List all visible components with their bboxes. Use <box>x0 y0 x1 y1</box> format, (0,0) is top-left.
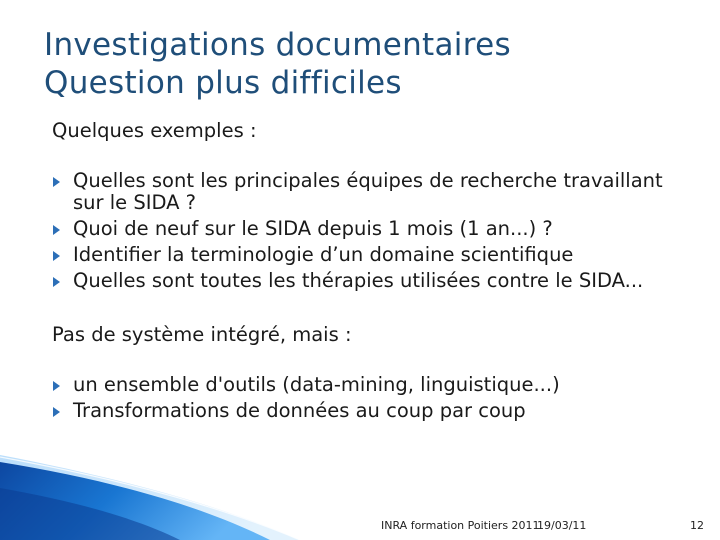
bullet-item <box>52 244 672 266</box>
bullet-arrow-icon <box>53 381 60 391</box>
footer-source: INRA formation Poitiers 2011 <box>381 519 540 532</box>
bullet-text: Quoi de neuf sur le SIDA depuis 1 mois (1 an...) ? <box>73 217 553 240</box>
bullet-text: Transformations de données au coup par coup <box>73 399 526 422</box>
middle-text: Pas de système intégré, mais : <box>52 323 352 346</box>
slide-body <box>52 118 672 426</box>
bullet-text: Identifier la terminologie d’un domaine scientifique <box>73 243 574 266</box>
bullet-arrow-icon <box>53 407 60 417</box>
bullet-item <box>52 400 672 422</box>
footer-date: 19/03/11 <box>537 519 587 532</box>
bullet-text: Quelles sont toutes les thérapies utilisées contre le SIDA... <box>73 269 644 292</box>
bullet-arrow-icon <box>53 225 60 235</box>
bullet-arrow-icon <box>53 277 60 287</box>
bullet-text: Quelles sont les principales équipes de recherche travaillant sur le SIDA ? <box>73 169 663 214</box>
bullet-text: un ensemble d'outils (data-mining, linguistique...) <box>73 373 560 396</box>
title-line-1: Investigations documentaires <box>44 27 511 63</box>
bullet-item <box>52 270 672 292</box>
intro-text: Quelques exemples : <box>52 119 257 142</box>
bullet-arrow-icon <box>53 177 60 187</box>
bullet-item <box>52 374 672 396</box>
bullet-arrow-icon <box>53 251 60 261</box>
footer-page-number: 12 <box>690 519 704 532</box>
bullet-item <box>52 218 672 240</box>
title-line-2: Question plus difficiles <box>44 65 402 101</box>
slide-title <box>44 26 684 102</box>
bullet-item <box>52 170 672 214</box>
